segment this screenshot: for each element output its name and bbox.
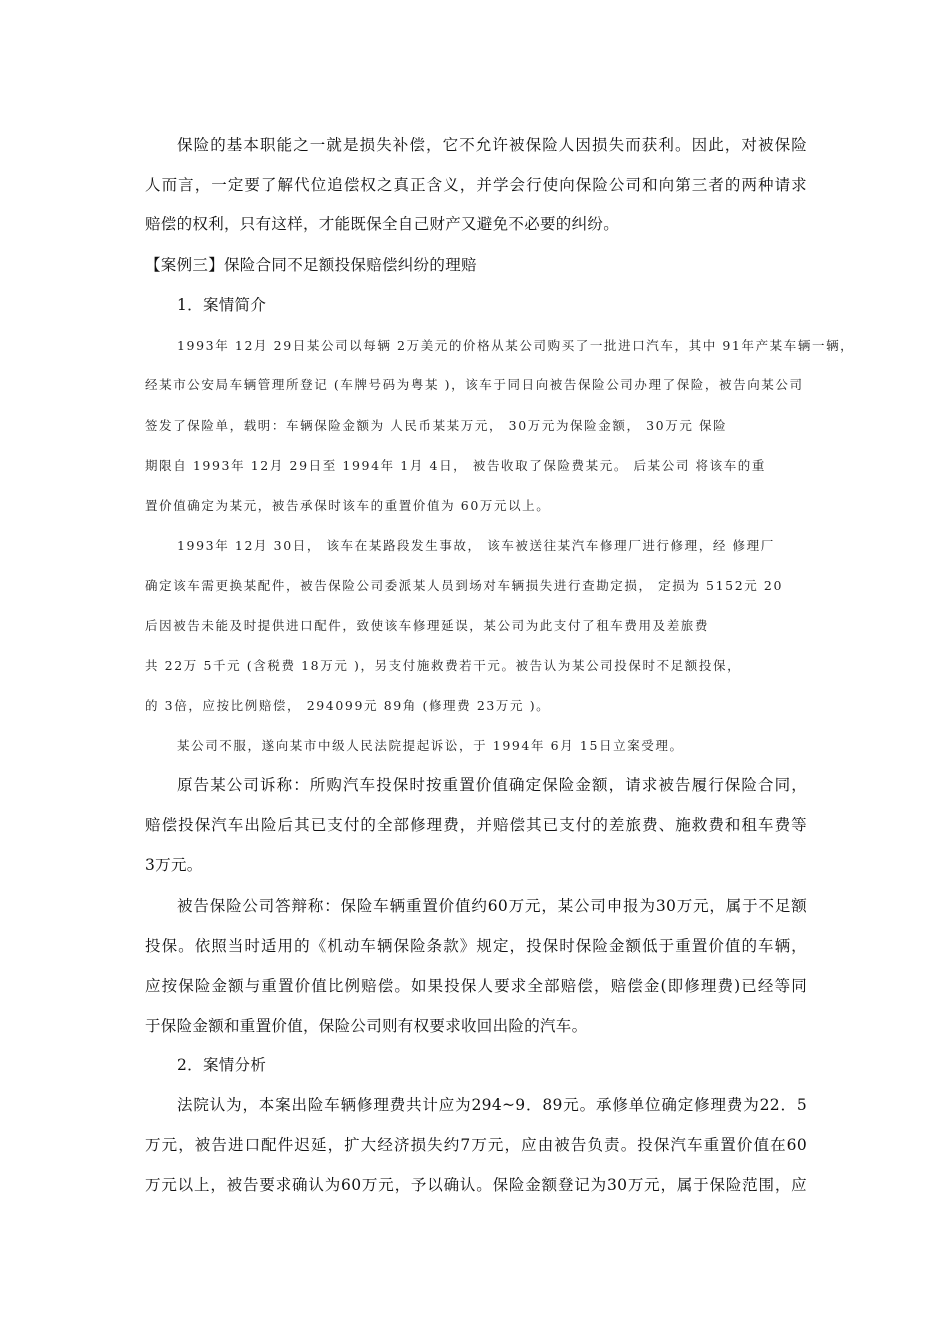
garbled-text-line: 期限自 1993年 12月 29日至 1994年 1月 4日， 被告收取了保险费某元。 后某公司 将该车的重 — [145, 458, 767, 473]
paragraph-line: 万元，被告进口配件迟延，扩大经济损失约7万元，应由被告负责。投保汽车重置价值在60 — [145, 1136, 807, 1154]
garbled-text-line: 1993年 12月 29日某公司以每辆 2万美元的价格从某公司购买了一批进口汽车，其中 91年产某车辆一辆， — [177, 338, 855, 353]
paragraph-line: 保险的基本职能之一就是损失补偿，它不允许被保险人因损失而获利。因此，对被保险 — [177, 136, 807, 154]
paragraph-line: 于保险金额和重置价值，保险公司则有权要求收回出险的汽车。 — [145, 1017, 588, 1035]
paragraph-line: 赔偿的权利，只有这样，才能既保全自己财产又避免不必要的纠纷。 — [145, 215, 620, 233]
garbled-text-line: 经某市公安局车辆管理所登记 (车牌号码为粤某 )，该车于同日向被告保险公司办理了保险，被告向某公司 — [145, 377, 804, 392]
paragraph-line: 赔偿投保汽车出险后其已支付的全部修理费，并赔偿其已支付的差旅费、施救费和租车费等 — [145, 816, 807, 834]
garbled-text-line: 签发了保险单，载明：车辆保险金额为 人民币某某万元， 30万元为保险金额， 30万元 保险 — [145, 418, 728, 433]
case-title: 【案例三】保险合同不足额投保赔偿纠纷的理赔 — [145, 256, 477, 274]
garbled-text-line: 确定该车需更换某配件，被告保险公司委派某人员到场对车辆损失进行查勘定损， 定损为 5152元 20 — [145, 578, 784, 593]
garbled-text-line: 1993年 12月 30日， 该车在某路段发生事故， 该车被送往某汽车修理厂进行修理，经 修理厂 — [177, 538, 775, 553]
paragraph-line: 投保。依照当时适用的《机动车辆保险条款》规定，投保时保险金额低于重置价值的车辆， — [145, 937, 807, 955]
paragraph-line: 原告某公司诉称：所购汽车投保时按重置价值确定保险金额，请求被告履行保险合同， — [177, 776, 807, 794]
garbled-text-line: 后因被告未能及时提供进口配件，致使该车修理延误，某公司为此支付了租车费用及差旅费 — [145, 618, 710, 633]
section-heading: 1．案情简介 — [177, 296, 267, 314]
garbled-text-line: 的 3倍，应按比例赔偿， 294099元 89角 (修理费 23万元 )。 — [145, 698, 551, 713]
paragraph-line: 人而言，一定要了解代位追偿权之真正含义，并学会行使向保险公司和向第三者的两种请求 — [145, 176, 807, 194]
garbled-text-line: 某公司不服，遂向某市中级人民法院提起诉讼，于 1994年 6月 15日立案受理。 — [177, 738, 684, 753]
garbled-text-line: 置价值确定为某元，被告承保时该车的重置价值为 60万元以上。 — [145, 498, 551, 513]
garbled-text-line: 共 22万 5千元 (含税费 18万元 )，另支付施救费若干元。被告认为某公司投保时不足额投保， — [145, 658, 742, 673]
paragraph-line: 法院认为，本案出险车辆修理费共计应为294~9．89元。承修单位确定修理费为22．5 — [177, 1096, 807, 1114]
paragraph-line: 万元以上，被告要求确认为60万元，予以确认。保险金额登记为30万元，属于保险范围，应 — [145, 1176, 807, 1194]
section-heading: 2．案情分析 — [177, 1056, 267, 1074]
paragraph-line: 应按保险金额与重置价值比例赔偿。如果投保人要求全部赔偿，赔偿金(即修理费)已经等同 — [145, 977, 807, 995]
paragraph-line: 被告保险公司答辩称：保险车辆重置价值约60万元，某公司申报为30万元，属于不足额 — [177, 897, 807, 915]
paragraph-line: 3万元。 — [145, 856, 203, 874]
